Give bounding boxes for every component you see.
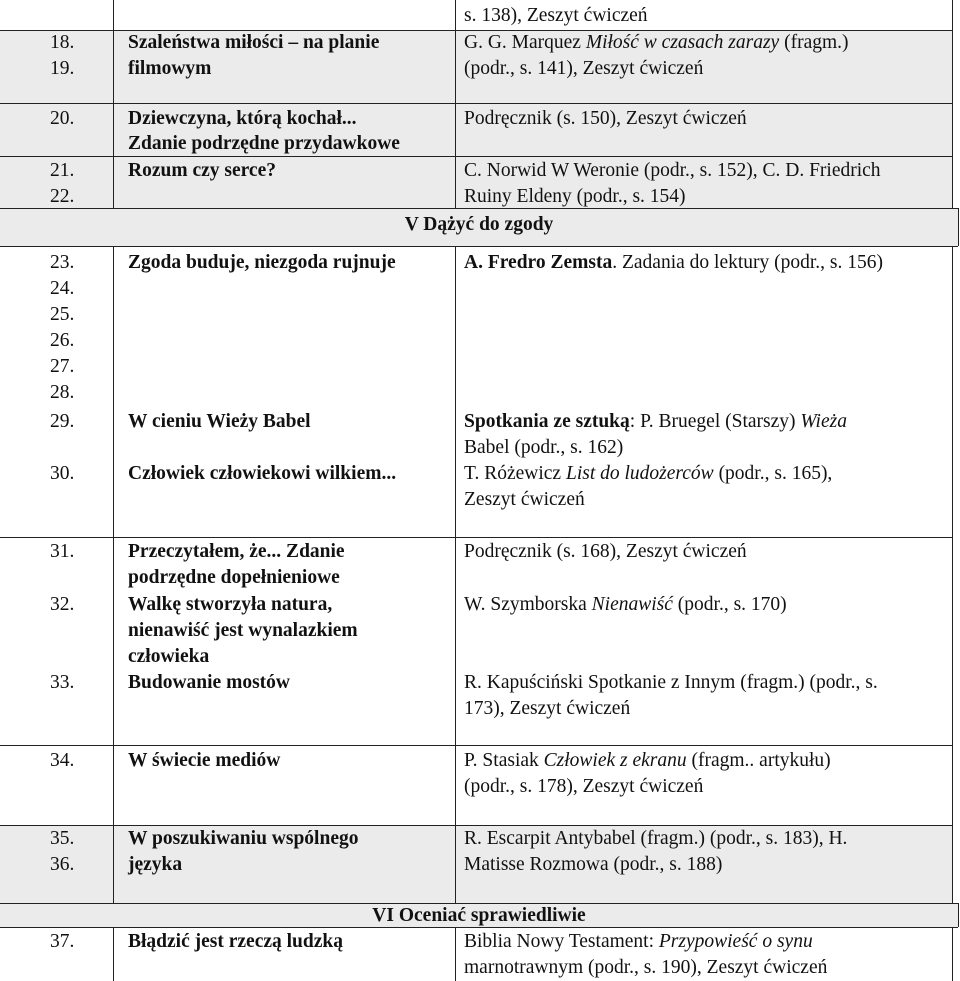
col-rule (952, 0, 953, 208)
literature-entry (464, 409, 847, 434)
literature-text: P. Stasiak (464, 750, 544, 771)
col-rule (113, 0, 114, 208)
literature-entry: Podręcznik (s. 168), Zeszyt ćwiczeń (464, 541, 747, 562)
lesson-topic: W cieniu Wieży Babel (128, 411, 311, 432)
literature-entry: Matisse Rozmowa (podr., s. 188) (464, 854, 723, 875)
literature-text: T. Różewicz (464, 463, 566, 484)
work-title: Wieża (800, 411, 847, 432)
literature-text: Biblia Nowy Testament: (464, 931, 659, 952)
lesson-number: 36. (50, 854, 75, 875)
literature-text: (fragm.. artykułu) (686, 750, 831, 771)
lesson-topic: W poszukiwaniu wspólnego (128, 828, 359, 849)
work-title: List do ludożerców (565, 463, 714, 484)
lesson-topic: Zdanie podrzędne przydawkowe (128, 133, 400, 154)
author-name: A. Fredro (464, 252, 551, 273)
lesson-topic: Błądzić jest rzeczą ludzką (128, 931, 343, 952)
rule (0, 745, 952, 746)
category-label: Spotkania ze sztuką (464, 411, 630, 432)
lesson-number: 23. (50, 252, 75, 273)
col-rule (455, 246, 456, 903)
lesson-number: 32. (50, 594, 75, 615)
work-title: Zemsta (550, 252, 613, 273)
rule (0, 537, 952, 538)
literature-text: (fragm.) (779, 32, 849, 53)
lesson-number: 24. (50, 278, 75, 299)
literature-entry (464, 250, 883, 275)
section-heading: V Dążyć do zgody (404, 214, 554, 235)
lesson-topic: nienawiść jest wynalazkiem (128, 620, 358, 641)
col-rule (952, 927, 953, 981)
lesson-number: 37. (50, 931, 75, 952)
literature-text: G. G. Marquez (464, 32, 586, 53)
section-heading: VI Oceniać sprawiedliwie (372, 905, 586, 926)
rule (0, 103, 952, 104)
lesson-topic: podrzędne dopełnieniowe (128, 567, 340, 588)
literature-entry (464, 748, 831, 773)
lesson-number: 31. (50, 541, 75, 562)
work-title: Przypowieść o synu (658, 931, 813, 952)
lesson-number: 35. (50, 828, 75, 849)
lesson-number: 28. (50, 382, 75, 403)
lesson-topic: Zgoda buduje, niezgoda rujnuje (128, 252, 396, 273)
literature-entry (464, 30, 849, 55)
col-rule (113, 927, 114, 981)
col-rule (958, 903, 959, 927)
lesson-number: 27. (50, 356, 75, 377)
literature-text: (podr., s. 165), (713, 463, 833, 484)
lesson-topic: Budowanie mostów (128, 672, 290, 693)
lesson-number: 25. (50, 304, 75, 325)
literature-entry: 173), Zeszyt ćwiczeń (464, 698, 631, 719)
lesson-topic: Dziewczyna, którą kochał... (128, 108, 357, 129)
lesson-number: 29. (50, 411, 75, 432)
work-title: Miłość w czasach zarazy (585, 32, 780, 53)
rule (0, 246, 958, 247)
col-rule (958, 208, 959, 246)
lesson-topic: języka (128, 854, 183, 875)
lesson-topic: Przeczytałem, że... Zdanie (128, 541, 345, 562)
literature-entry: R. Kapuściński Spotkanie z Innym (fragm.) (podr., s. (464, 672, 878, 693)
literature-text: . Zadania do lektury (podr., s. 156) (612, 252, 884, 273)
lesson-topic: Walkę stworzyła natura, (128, 594, 333, 615)
lesson-topic: filmowym (128, 58, 212, 79)
lesson-number: 20. (50, 108, 75, 129)
literature-entry: (podr., s. 178), Zeszyt ćwiczeń (464, 776, 704, 797)
lesson-number: 18. (50, 32, 75, 53)
lesson-topic: Człowiek człowiekowi wilkiem... (128, 463, 397, 484)
lesson-number: 33. (50, 672, 75, 693)
lesson-number: 30. (50, 463, 75, 484)
lesson-number: 26. (50, 330, 75, 351)
literature-entry: (podr., s. 141), Zeszyt ćwiczeń (464, 58, 704, 79)
work-title: Człowiek z ekranu (543, 750, 687, 771)
literature-entry: Ruiny Eldeny (podr., s. 154) (464, 186, 686, 207)
literature-text: W. Szymborska (464, 594, 592, 615)
lesson-number: 22. (50, 186, 75, 207)
literature-text: (podr., s. 170) (672, 594, 787, 615)
rule (0, 156, 952, 157)
literature-entry: Babel (podr., s. 162) (464, 437, 624, 458)
literature-entry: marnotrawnym (podr., s. 190), Zeszyt ćwiczeń (464, 957, 828, 978)
literature-entry: Zeszyt ćwiczeń (464, 489, 585, 510)
literature-entry: Podręcznik (s. 150), Zeszyt ćwiczeń (464, 108, 747, 129)
lesson-number: 34. (50, 750, 75, 771)
literature-entry: C. Norwid W Weronie (podr., s. 152), C. D. Friedrich (464, 160, 881, 181)
literature-entry: R. Escarpit Antybabel (fragm.) (podr., s. 183), H. (464, 828, 848, 849)
literature-entry (464, 929, 813, 954)
lesson-number: 19. (50, 58, 75, 79)
work-title: Nienawiść (591, 594, 673, 615)
col-rule (113, 246, 114, 903)
lesson-topic: Rozum czy serce? (128, 160, 276, 181)
lesson-number: 21. (50, 160, 75, 181)
lesson-topic: W świecie mediów (128, 750, 281, 771)
literature-text: : P. Bruegel (Starszy) (629, 411, 801, 432)
col-rule (455, 927, 456, 981)
lesson-topic: człowieka (128, 646, 210, 667)
col-rule (455, 0, 456, 208)
literature-entry (464, 461, 832, 486)
literature-entry (464, 592, 787, 617)
continued-literature: s. 138), Zeszyt ćwiczeń (464, 5, 648, 26)
col-rule (952, 246, 953, 903)
lesson-topic: Szaleństwa miłości – na planie (128, 32, 380, 53)
